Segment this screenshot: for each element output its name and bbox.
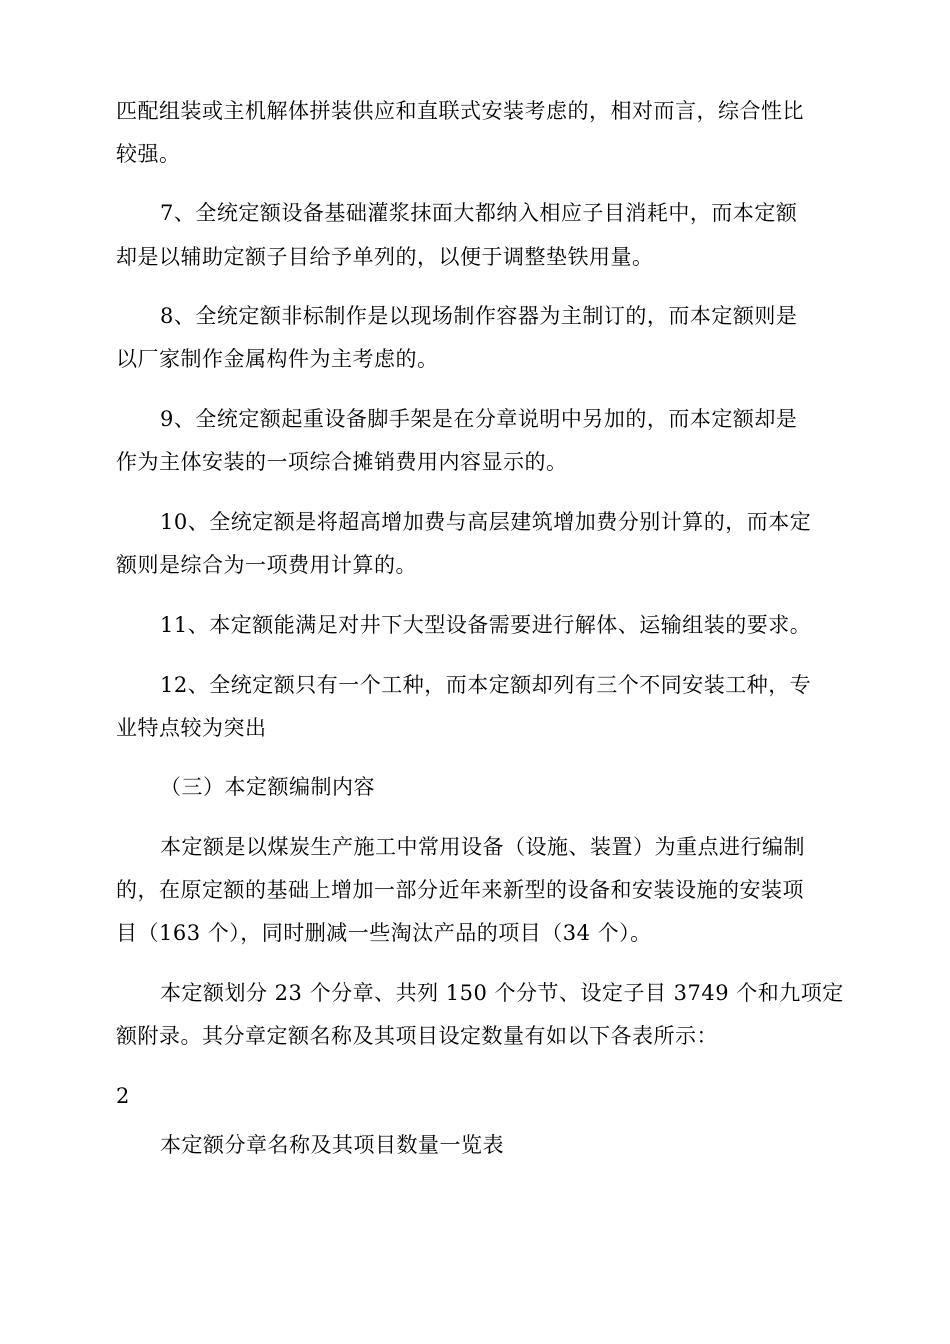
paragraph-line: 以厂家制作金属构件为主考虑的。 (116, 347, 439, 371)
section-heading: （三）本定额编制内容 (160, 775, 375, 799)
paragraph-line: 10、全统定额是将超高增加费与高层建筑增加费分别计算的，而本定 (160, 510, 812, 534)
paragraph-line: 匹配组装或主机解体拼装供应和直联式安装考虑的，相对而言，综合性比 (116, 99, 804, 123)
paragraph-line: 作为主体安装的一项综合摊销费用内容显示的。 (116, 450, 568, 474)
paragraph-line: 额附录。其分章定额名称及其项目设定数量有如以下各表所示： (116, 1024, 718, 1048)
paragraph-line: 目（163 个），同时删减一些淘汰产品的项目（34 个）。 (116, 921, 652, 945)
paragraph-line: 本定额划分 23 个分章、共列 150 个分节、设定子目 3749 个和九项定 (160, 981, 844, 1005)
paragraph-line: 9、全统定额起重设备脚手架是在分章说明中另加的，而本定额却是 (160, 407, 798, 431)
paragraph-line: 本定额是以煤炭生产施工中常用设备（设施、装置）为重点进行编制 (160, 835, 805, 859)
page-number: 2 (116, 1084, 130, 1108)
paragraph-line: 11、本定额能满足对井下大型设备需要进行解体、运输组装的要求。 (160, 613, 812, 637)
paragraph-line: 业特点较为突出 (116, 716, 267, 740)
paragraph-line: 却是以辅助定额子目给予单列的，以便于调整垫铁用量。 (116, 245, 654, 269)
paragraph-line: 7、全统定额设备基础灌浆抹面大都纳入相应子目消耗中，而本定额 (160, 201, 798, 225)
paragraph-line: 较强。 (116, 142, 181, 166)
table-caption: 本定额分章名称及其项目数量一览表 (160, 1133, 504, 1157)
paragraph-line: 8、全统定额非标制作是以现场制作容器为主制订的，而本定额则是 (160, 304, 798, 328)
paragraph-line: 12、全统定额只有一个工种，而本定额却列有三个不同安装工种，专 (160, 673, 812, 697)
paragraph-line: 的，在原定额的基础上增加一部分近年来新型的设备和安装设施的安装项 (116, 878, 804, 902)
paragraph-line: 额则是综合为一项费用计算的。 (116, 553, 417, 577)
